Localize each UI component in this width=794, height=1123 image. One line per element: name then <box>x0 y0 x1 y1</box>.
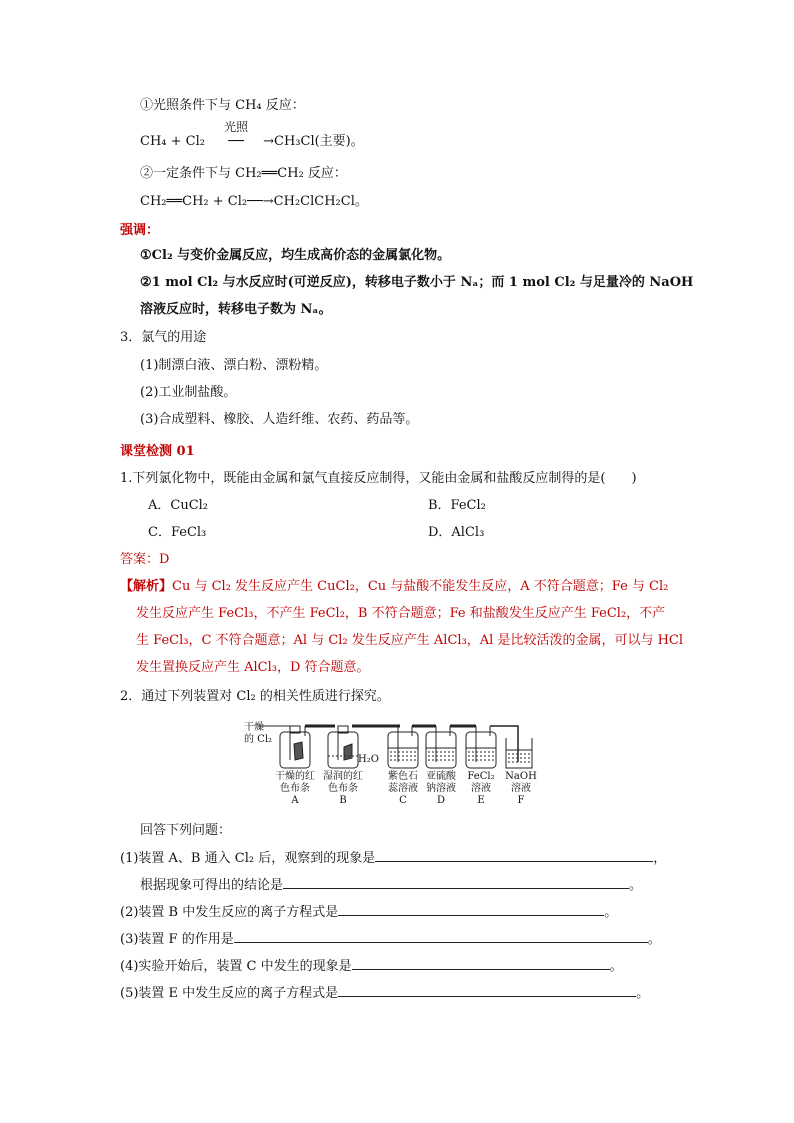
q3-blank[interactable] <box>234 930 648 943</box>
q1b-text: 根据现象可得出的结论是 <box>140 878 284 893</box>
apparatus-label-f-id: F <box>517 795 525 806</box>
option-b: B．FeCl₂ <box>428 498 486 513</box>
q1a-blank[interactable] <box>375 849 653 862</box>
option-d: D．AlCl₃ <box>428 525 485 540</box>
emphasis-point-2-line-2: 溶液反应时，转移电子数为 Nₐ。 <box>140 302 332 317</box>
question-2-5 <box>120 984 649 1003</box>
bottle-d <box>426 732 456 768</box>
reaction-item-2-title: ②一定条件下与 CH₂══CH₂ 反应： <box>140 166 347 181</box>
inlet-label <box>244 722 272 746</box>
bottle-c <box>388 732 418 768</box>
inlet-label-line-2: 的 Cl₂ <box>244 734 273 745</box>
apparatus-label-c-l2: 蕊溶液 <box>388 783 418 794</box>
apparatus-label-a-l2: 色布条 <box>280 783 310 794</box>
q1b-blank[interactable] <box>283 876 629 889</box>
apparatus-label-b-l2: 色布条 <box>328 783 358 794</box>
apparatus-label-b <box>318 771 368 807</box>
uses-title: 3．氯气的用途 <box>120 330 207 345</box>
eq1-arrow: 光照 ── <box>209 133 263 151</box>
q5-text: (5)装置 E 中发生反应的离子方程式是 <box>120 986 339 1001</box>
q3-end: 。 <box>647 932 661 947</box>
q4-end: 。 <box>609 959 623 974</box>
option-c: C．FeCl₃ <box>148 525 207 540</box>
apparatus-label-a <box>270 771 320 807</box>
q2-text: (2)装置 B 中发生反应的离子方程式是 <box>120 905 339 920</box>
analysis-tag: 【解析】 <box>120 579 173 594</box>
question-1: 1.下列氯化物中，既能由金属和氯气直接反应制得，又能由金属和盐酸反应制得的是( ) <box>120 471 637 486</box>
emphasis-point-2-line-1: ②1 mol Cl₂ 与水反应时(可逆反应)，转移电子数小于 Nₐ；而 1 mol Cl₂ 与足量冷的 NaOH <box>140 275 694 290</box>
analysis-line-1 <box>120 578 668 596</box>
apparatus-label-f-l2: 溶液 <box>511 783 531 794</box>
q5-blank[interactable] <box>338 984 636 997</box>
reaction-eq-2: CH₂══CH₂ + Cl₂──→CH₂ClCH₂Cl。 <box>140 194 368 209</box>
apparatus-label-e-id: E <box>477 795 485 806</box>
uses-item-2: (2)工业制盐酸。 <box>140 385 237 400</box>
question-2-4 <box>120 957 623 976</box>
bottle-e <box>466 732 496 768</box>
eq1-left: CH₄ + Cl₂ <box>140 134 205 149</box>
reaction-eq-1 <box>140 120 364 151</box>
apparatus-label-e-l1: FeCl₂ <box>467 771 495 782</box>
q2-end: 。 <box>604 905 618 920</box>
bottle-b <box>328 732 358 768</box>
inlet-label-line-1: 干燥 <box>244 722 264 733</box>
apparatus-label-b-id: B <box>339 795 347 806</box>
reaction-item-1-title: ①光照条件下与 CH₄ 反应： <box>140 98 305 113</box>
apparatus-label-e-l2: 溶液 <box>471 783 491 794</box>
q4-text: (4)实验开始后，装置 C 中发生的现象是 <box>120 959 352 974</box>
q1a-end: ， <box>653 851 667 866</box>
eq1-right: →CH₃Cl(主要)。 <box>263 134 364 149</box>
emphasis-heading: 强调： <box>120 223 160 238</box>
apparatus-label-a-l1: 干燥的红 <box>275 771 315 782</box>
beaker-f <box>506 738 532 768</box>
water-label: H₂O <box>358 754 379 765</box>
q1b-end: 。 <box>629 878 643 893</box>
apparatus-label-d-l2: 钠溶液 <box>426 783 456 794</box>
question-2-3 <box>120 930 661 949</box>
q1a-text: (1)装置 A、B 通入 Cl₂ 后，观察到的现象是 <box>120 851 376 866</box>
analysis-line-2: 发生反应产生 FeCl₃，不产生 FeCl₂，B 不符合题意；Fe 和盐酸发生反应产生 FeCl₂，不产 <box>136 606 666 621</box>
answer: 答案：D <box>120 552 170 567</box>
question-2-2 <box>120 903 617 922</box>
q3-text: (3)装置 F 的作用是 <box>120 932 234 947</box>
apparatus-label-d-id: D <box>436 795 446 806</box>
q2-blank[interactable] <box>338 903 604 916</box>
question-2-1 <box>120 849 666 868</box>
apparatus-label-c-l1: 紫色石 <box>388 771 418 782</box>
apparatus-label-b-l1: 湿润的红 <box>323 771 363 782</box>
question-2-1b <box>140 876 642 895</box>
answer-intro: 回答下列问题： <box>140 823 232 838</box>
analysis-text-1: Cu 与 Cl₂ 发生反应产生 CuCl₂，Cu 与盐酸不能发生反应，A 不符合题意；Fe 与 Cl₂ <box>172 579 669 594</box>
uses-item-3: (3)合成塑料、橡胶、人造纤维、农药、药品等。 <box>140 412 419 427</box>
analysis-line-4: 发生置换反应产生 AlCl₃，D 符合题意。 <box>136 660 370 675</box>
apparatus-label-f-l1: NaOH <box>505 771 537 782</box>
eq1-condition: 光照 <box>224 120 249 134</box>
apparatus-label-a-id: A <box>291 795 299 806</box>
apparatus-label-c-id: C <box>399 795 407 806</box>
analysis-line-3: 生 FeCl₃，C 不符合题意；Al 与 Cl₂ 发生反应产生 AlCl₃，Al 是比较活泼的金属，可以与 HCl <box>136 633 684 648</box>
emphasis-point-1: ①Cl₂ 与变价金属反应，均生成高价态的金属氯化物。 <box>140 248 451 263</box>
question-2: 2．通过下列装置对 Cl₂ 的相关性质进行探究。 <box>120 689 390 704</box>
uses-item-1: (1)制漂白液、漂白粉、漂粉精。 <box>140 358 328 373</box>
option-a: A．CuCl₂ <box>148 498 209 513</box>
q5-end: 。 <box>636 986 650 1001</box>
check-heading: 课堂检测 01 <box>120 444 195 459</box>
q4-blank[interactable] <box>352 957 610 970</box>
apparatus-label-f <box>496 771 546 807</box>
apparatus-label-d-l1: 亚硫酸 <box>426 771 456 782</box>
